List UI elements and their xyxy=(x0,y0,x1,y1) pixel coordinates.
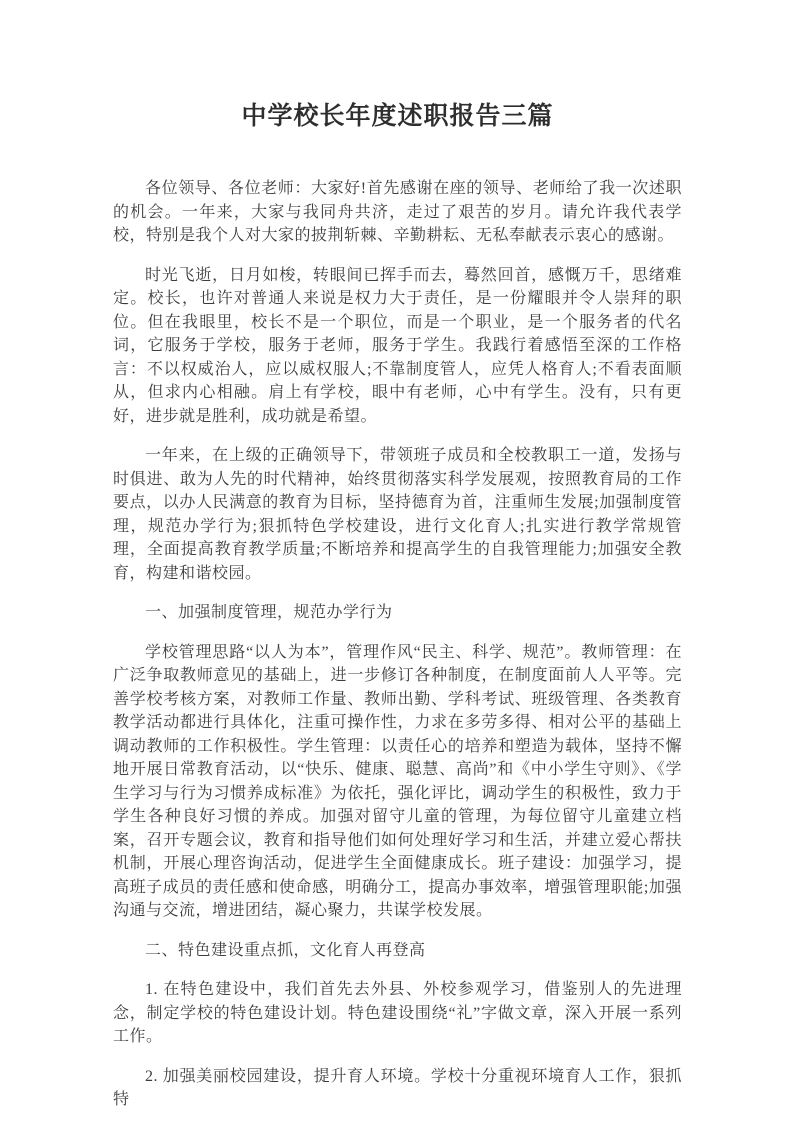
section-heading-1: 一、加强制度管理，规范办学行为 xyxy=(145,604,393,621)
paragraph-feature-item-1: 1. 在特色建设中，我们首先去外县、外校参观学习，借鉴别人的先进理念，制定学校的特色建设计划。特色建设围绕“礼”字做文章，深入开展一系列工作。 xyxy=(113,981,682,1045)
section-heading-2: 二、特色建设重点抓，文化育人再登高 xyxy=(145,941,426,959)
paragraph-reflection: 时光飞逝，日月如梭，转眼间已挥手而去，蓦然回首，感慨万千，思绪难定。校长，也许对普通人来说是权力大于责任，是一份耀眼并令人崇拜的职位。但在我眼里，校长不是一个职位，而是一个职业，是一个服务者的代名词，它服务于学校，服务于老师，服务于学生。我践行着感悟至深的工作格言：不以权威治人，应以威权服人;不靠制度管人，应凭人格育人;不看表面顺从，但求内心相融。肩上有学校，眼中有老师，心中有学生。没有，只有更好，进步就是胜利，成功就是希望。 xyxy=(113,266,682,425)
paragraph-greeting: 各位领导、各位老师：大家好!首先感谢在座的领导、老师给了我一次述职的机会。一年来，大家与我同舟共济，走过了艰苦的岁月。请允许我代表学校，特别是我个人对大家的披荆斩棘、辛勤耕耘、无私奉献表示衷心的感谢。 xyxy=(113,180,682,244)
document-title: 中学校长年度述职报告三篇 xyxy=(241,103,554,130)
paragraph-year-overview: 一年来，在上级的正确领导下，带领班子成员和全校教职工一道，发扬与时俱进、敢为人先的时代精神，始终贯彻落实科学发展观，按照教育局的工作要点，以办人民满意的教育为目标，坚持德育为首，注重师生发展;加强制度管理，规范办学行为;狠抓特色学校建设，进行文化育人;扎实进行教学常规管理，全面提高教育教学质量;不断培养和提高学生的自我管理能力;加强安全教育，构建和谐校园。 xyxy=(113,447,682,582)
paragraph-feature-item-2: 2. 加强美丽校园建设，提升育人环境。学校十分重视环境育人工作，狠抓特 xyxy=(113,1067,682,1108)
paragraph-system-management: 学校管理思路“以人为本”，管理作风“民主、科学、规范”。教师管理：在广泛争取教师意见的基础上，进一步修订各种制度，在制度面前人人平等。完善学校考核方案，对教师工作量、教师出勤、学科考试、班级管理、各类教育教学活动都进行具体化，注重可操作性，力求在多劳多得、相对公平的基础上调动教师的工作积极性。学生管理：以责任心的培养和塑造为载体，坚持不懈地开展日常教育活动，以“快乐、健康、聪慧、高尚”和《中小学生守则》、《学生学习与行为习惯养成标准》为依托，强化评比，调动学生的积极性，致力于学生各种良好习惯的养成。加强对留守儿童的管理，为每位留守儿童建立档案，召开专题会议，教育和指导他们如何处理好学习和生活，并建立爱心帮扶机制，开展心理咨询活动，促进学生全面健康成长。班子建设：加强学习，提高班子成员的责任感和使命感，明确分工，提高办事效率，增强管理职能;加强沟通与交流，增进团结，凝心聚力，共谋学校发展。 xyxy=(113,643,682,919)
